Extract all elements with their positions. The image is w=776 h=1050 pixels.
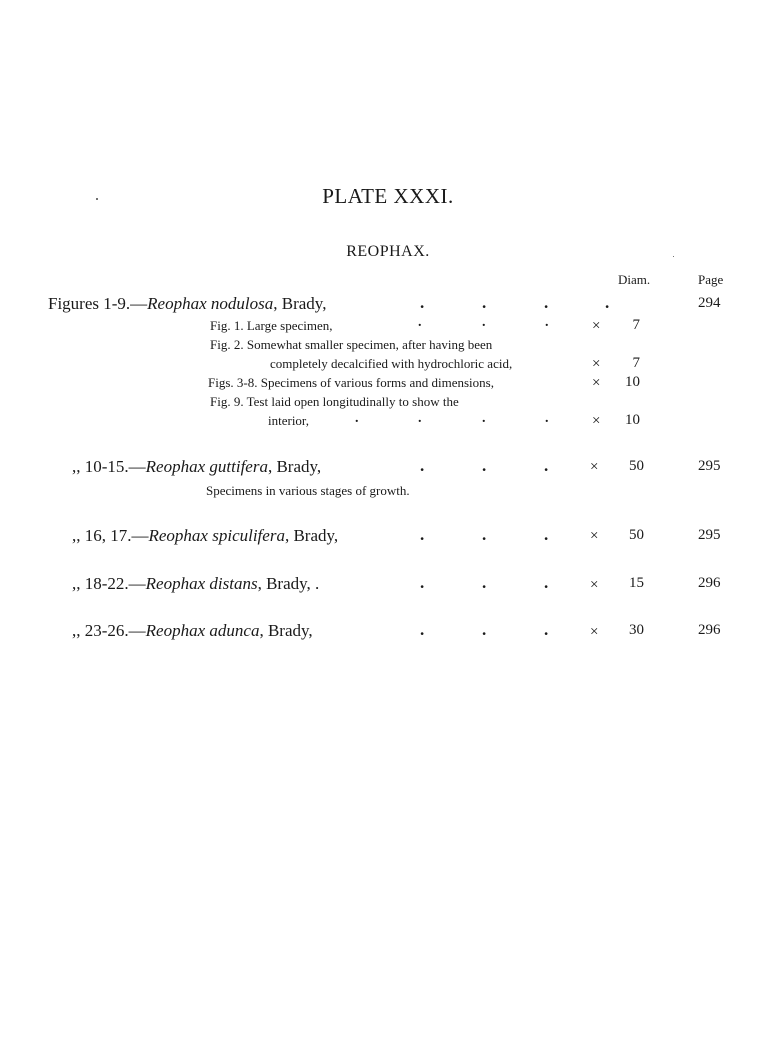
entry-line: ,, 16, 17.—Reophax spiculifera, Brady, [72, 526, 339, 545]
species-name: Reophax adunca [145, 621, 260, 640]
leader-dots: . . . [420, 620, 549, 639]
diameter-value: 10 [625, 374, 640, 390]
figure-range: ,, 18-22. [72, 574, 129, 593]
leader-dots: . . . [420, 525, 549, 544]
page-number: 296 [698, 622, 721, 638]
author: , Brady, . [257, 574, 320, 593]
plate-title: PLATE XXXI. [322, 184, 454, 208]
figure-caption: Fig. 2. Somewhat smaller specimen, after having been [210, 337, 493, 352]
entry-line: Figures 1-9.—Reophax nodulosa, Brady, [48, 294, 327, 313]
genus-heading [0, 243, 776, 261]
figure-caption-continued: completely decalcified with hydrochloric acid, [270, 356, 513, 371]
times-sign: × [590, 459, 599, 475]
figure-caption-continued: interior, [268, 413, 309, 428]
leader-dots: . . . . [420, 293, 610, 312]
leader-dots: . . . . [355, 411, 549, 426]
figure-range: ,, 10-15. [72, 457, 129, 476]
column-header-page: Page [698, 272, 724, 287]
times-sign: × [592, 375, 601, 391]
figure-caption: Fig. 1. Large specimen, [210, 318, 333, 333]
figure-caption: Figs. 3-8. Specimens of various forms and dimensions, [208, 375, 494, 390]
figure-range: Figures 1-9. [48, 294, 131, 313]
leader-dots: . . . [420, 573, 549, 592]
diameter-value: 15 [629, 575, 644, 591]
group-note: Specimens in various stages of growth. [206, 483, 410, 498]
times-sign: × [592, 356, 601, 372]
page-number: 296 [698, 575, 721, 591]
diameter-value: 50 [629, 527, 644, 543]
column-header-diam: Diam. [618, 272, 651, 287]
times-sign: × [590, 624, 599, 640]
diameter-value: 7 [632, 317, 640, 333]
diameter-value: 7 [632, 355, 640, 371]
author: , Brady, [259, 621, 313, 640]
times-sign: × [592, 413, 601, 429]
entry-line: ,, 23-26.—Reophax adunca, Brady, [72, 621, 313, 640]
leader-dots: . . . [420, 456, 549, 475]
times-sign: × [590, 577, 599, 593]
genus-heading-text: REOPHAX. [346, 243, 430, 260]
species-name: Reophax guttifera [145, 457, 268, 476]
author: , Brady, [267, 457, 322, 476]
figure-caption: Fig. 9. Test laid open longitudinally to show the [210, 394, 459, 409]
page-number: 294 [698, 295, 721, 311]
diameter-value: 30 [629, 622, 644, 638]
page-number: 295 [698, 458, 721, 474]
author: , Brady, [273, 294, 327, 313]
page-number: 295 [698, 527, 721, 543]
species-name: Reophax spiculifera [148, 526, 285, 545]
figure-range: ,, 23-26. [72, 621, 129, 640]
diameter-value: 10 [625, 412, 640, 428]
author: , Brady, [284, 526, 339, 545]
times-sign: × [590, 528, 599, 544]
times-sign: × [592, 318, 601, 334]
entry-line: ,, 10-15.—Reophax guttifera, Brady, [72, 457, 322, 476]
figure-range: ,, 16, 17. [72, 526, 132, 545]
leader-dots: . . . [418, 315, 549, 330]
species-name: Reophax nodulosa [147, 294, 274, 313]
species-name: Reophax distans [145, 574, 258, 593]
diameter-value: 50 [629, 458, 644, 474]
entry-line: ,, 18-22.—Reophax distans, Brady, . [72, 574, 320, 593]
